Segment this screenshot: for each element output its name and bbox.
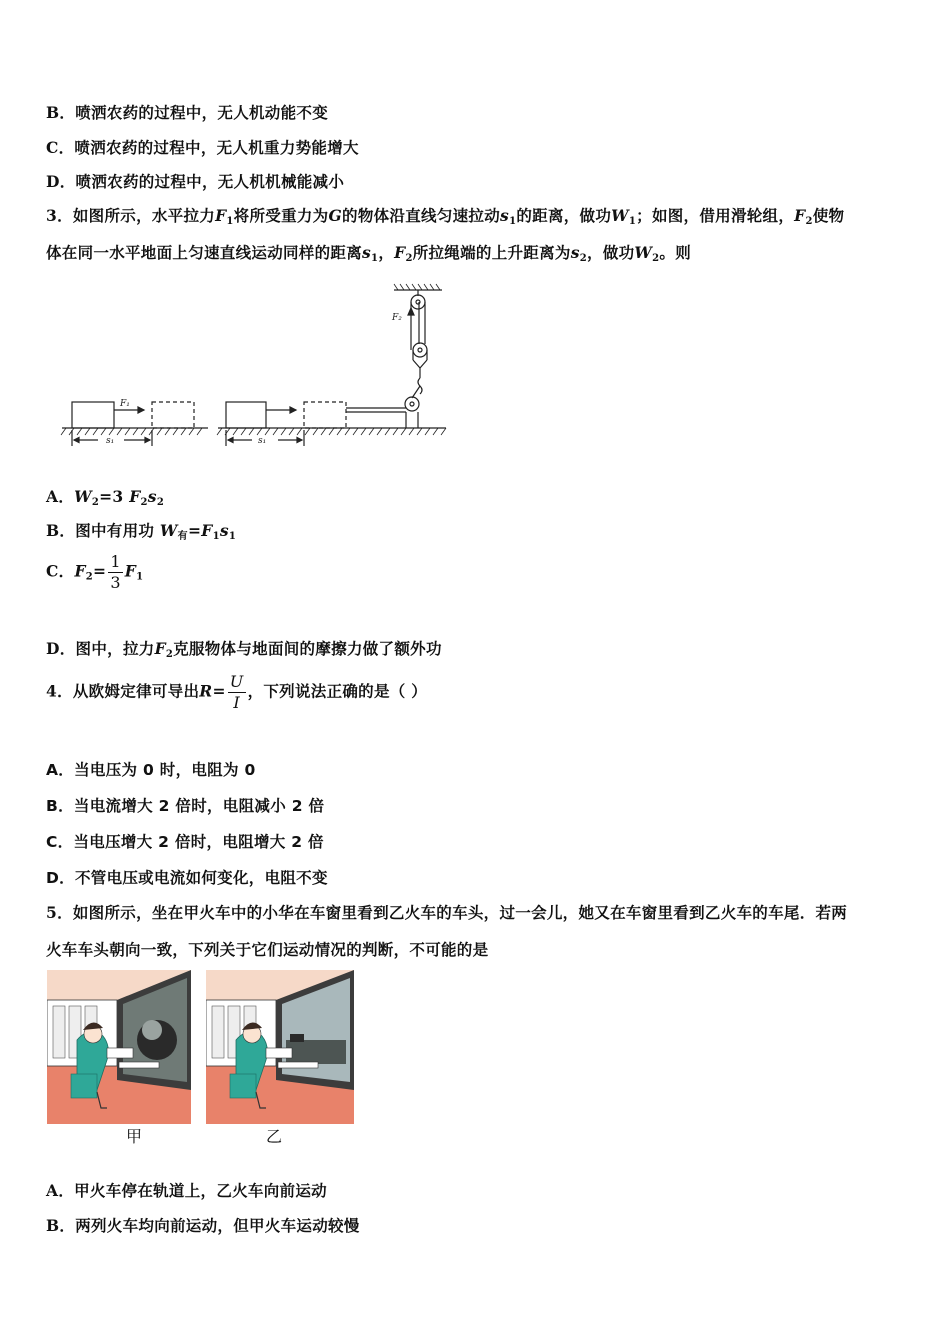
q5-stem-line1: 5．如图所示，坐在甲火车中的小华在车窗里看到乙火车的车头，过一会儿，她又在车窗里看到乙火车的车尾．若两 <box>46 903 848 922</box>
q2-option-b: B．喷洒农药的过程中，无人机动能不变 <box>46 103 329 122</box>
q4-option-d: D．不管电压或电流如何变化，电阻不变 <box>46 869 328 887</box>
q3-option-c-fraction: $\frac{1}{3}$ <box>110 552 121 592</box>
q3-option-b: B．图中有用功 $W_有=F_1s_1$ <box>46 521 237 542</box>
q5-option-a: A．甲火车停在轨道上，乙火车向前运动 <box>46 1181 327 1200</box>
q2-option-d: D．喷洒农药的过程中，无人机机械能减小 <box>46 172 345 191</box>
fig-label-s1-right: s₁ <box>258 436 267 446</box>
q5-train-illustration-a <box>47 970 191 1124</box>
q5-option-b: B．两列火车均向前运动，但甲火车运动较慢 <box>46 1216 360 1235</box>
q4-ohm-fraction: $\frac{U}{I}$ <box>229 672 244 712</box>
q5-caption-b: 乙 <box>266 1127 283 1146</box>
q3-option-c: C．$F_2=$ $\frac{1}{3}$ $F_1$ <box>46 552 144 592</box>
q2-option-c: C．喷洒农药的过程中，无人机重力势能增大 <box>46 138 359 157</box>
q5-stem-line2: 火车车头朝向一致，下列关于它们运动情况的判断，不可能的是 <box>46 940 489 959</box>
fig-label-f1: F₁ <box>120 399 130 409</box>
q4-option-c: C．当电压增大 2 倍时，电阻增大 2 倍 <box>46 833 324 851</box>
q3-stem-line1: 3．如图所示，水平拉力$F_1$将所受重力为G的物体沿直线匀速拉动$s_1$的距离，做功$W_1$；如图，借用滑轮组，$F_2$使物 <box>46 206 845 227</box>
q5-train-illustration-b <box>206 970 354 1124</box>
fig-label-f2: F₂ <box>392 313 402 323</box>
q3-stem-line2: 体在同一水平地面上匀速直线运动同样的距离$s_1$，$F_2$所拉绳端的上升距离为$s_2$，做功$W_2$。则 <box>46 243 692 264</box>
q3-option-a: A．$W_2=3$ $F_2s_2$ <box>46 487 165 508</box>
q4-option-a: A．当电压为 0 时，电阻为 0 <box>46 761 256 779</box>
q5-caption-a: 甲 <box>126 1127 143 1146</box>
q4-option-b: B．当电流增大 2 倍时，电阻减小 2 倍 <box>46 797 325 815</box>
q3-pulley-figure <box>58 278 450 450</box>
q4-stem: 4．从欧姆定律可导出R= $\frac{U}{I}$ ，下列说法正确的是（ ） <box>46 672 428 712</box>
fig-label-s1-left: s₁ <box>106 436 115 446</box>
q3-option-d: D．图中，拉力$F_2$克服物体与地面间的摩擦力做了额外功 <box>46 639 442 660</box>
